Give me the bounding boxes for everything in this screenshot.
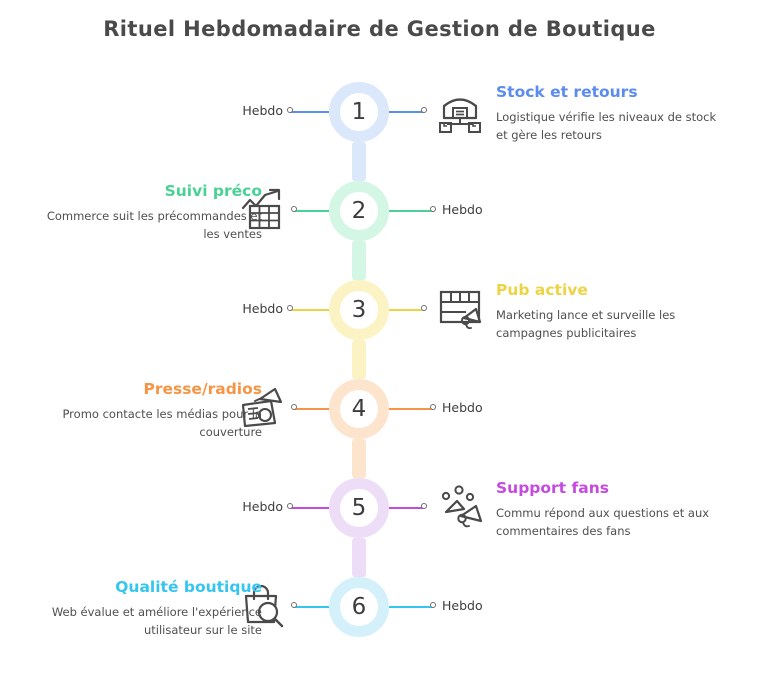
cadence-connector-line: [389, 606, 433, 608]
cadence-label: Hebdo: [442, 400, 483, 415]
warehouse-icon: [436, 86, 484, 134]
cadence-connector-dot: [287, 305, 293, 311]
step-connector-line: [294, 606, 329, 608]
timeline-step: [0, 181, 759, 281]
step-node-3[interactable]: [329, 280, 389, 340]
step-connector-line: [294, 210, 329, 212]
step-description: Commu répond aux questions et aux commentaires des fans: [496, 506, 710, 538]
timeline-connector-bar: [352, 241, 366, 280]
step-description: Promo contacte les médias pour la couverture: [62, 407, 262, 439]
cadence-label: Hebdo: [442, 598, 483, 613]
step-number: 6: [351, 593, 367, 620]
step-connector-dot: [421, 107, 427, 113]
step-title: Stock et retours: [496, 83, 638, 101]
step-description: Logistique vérifie les niveaux de stock et gère les retours: [496, 110, 717, 142]
cadence-connector-dot: [430, 206, 436, 212]
step-number: 2: [351, 197, 367, 224]
step-title: Presse/radios: [143, 380, 262, 398]
step-node-1[interactable]: [329, 82, 389, 142]
timeline-step: [0, 82, 759, 182]
step-connector-dot: [291, 206, 297, 212]
cadence-connector-dot: [430, 404, 436, 410]
step-node-6[interactable]: [329, 577, 389, 637]
step-text-block: [32, 181, 262, 244]
timeline-step: [0, 478, 759, 578]
step-text-block: [496, 82, 726, 145]
cadence-connector-line: [290, 309, 329, 311]
step-connector-line: [389, 111, 424, 113]
step-connector-dot: [291, 404, 297, 410]
timeline-step: [0, 577, 759, 677]
step-connector-dot: [421, 503, 427, 509]
community-megaphone-icon: [436, 482, 484, 530]
step-number: 5: [351, 494, 367, 521]
cadence-label: Hebdo: [242, 499, 283, 514]
step-title: Pub active: [496, 281, 588, 299]
step-number: 3: [351, 296, 367, 323]
cadence-label: Hebdo: [242, 103, 283, 118]
step-connector-dot: [421, 305, 427, 311]
page-title: Rituel Hebdomadaire de Gestion de Boutique: [103, 17, 656, 41]
timeline-connector-bar: [352, 439, 366, 478]
step-node-5[interactable]: [329, 478, 389, 538]
step-text-block: [32, 577, 262, 640]
step-number: 1: [351, 98, 367, 125]
timeline-connector-bar: [352, 142, 366, 181]
step-connector-dot: [291, 602, 297, 608]
step-title: Suivi préco: [164, 182, 262, 200]
step-description: Marketing lance et surveille les campagnes publicitaires: [496, 308, 676, 340]
step-description: Commerce suit les précommandes et les ventes: [46, 209, 262, 241]
step-connector-line: [294, 408, 329, 410]
ad-campaign-icon: [436, 284, 484, 332]
step-node-2[interactable]: [329, 181, 389, 241]
timeline-connector-bar: [352, 340, 366, 379]
cadence-connector-line: [290, 111, 329, 113]
cadence-label: Hebdo: [242, 301, 283, 316]
step-text-block: [496, 280, 726, 343]
cadence-connector-dot: [287, 107, 293, 113]
cadence-label: Hebdo: [442, 202, 483, 217]
timeline-step: [0, 280, 759, 380]
cadence-connector-dot: [430, 602, 436, 608]
timeline-step: [0, 379, 759, 479]
step-text-block: [496, 478, 726, 541]
step-connector-line: [389, 309, 424, 311]
cadence-connector-line: [290, 507, 329, 509]
step-text-block: [32, 379, 262, 442]
step-title: Support fans: [496, 479, 609, 497]
step-number: 4: [351, 395, 367, 422]
timeline-connector-bar: [352, 538, 366, 577]
step-connector-line: [389, 507, 424, 509]
step-title: Qualité boutique: [115, 578, 262, 596]
cadence-connector-line: [389, 210, 433, 212]
cadence-connector-line: [389, 408, 433, 410]
step-node-4[interactable]: [329, 379, 389, 439]
step-description: Web évalue et améliore l'expérience utilisateur sur le site: [51, 605, 262, 637]
cadence-connector-dot: [287, 503, 293, 509]
